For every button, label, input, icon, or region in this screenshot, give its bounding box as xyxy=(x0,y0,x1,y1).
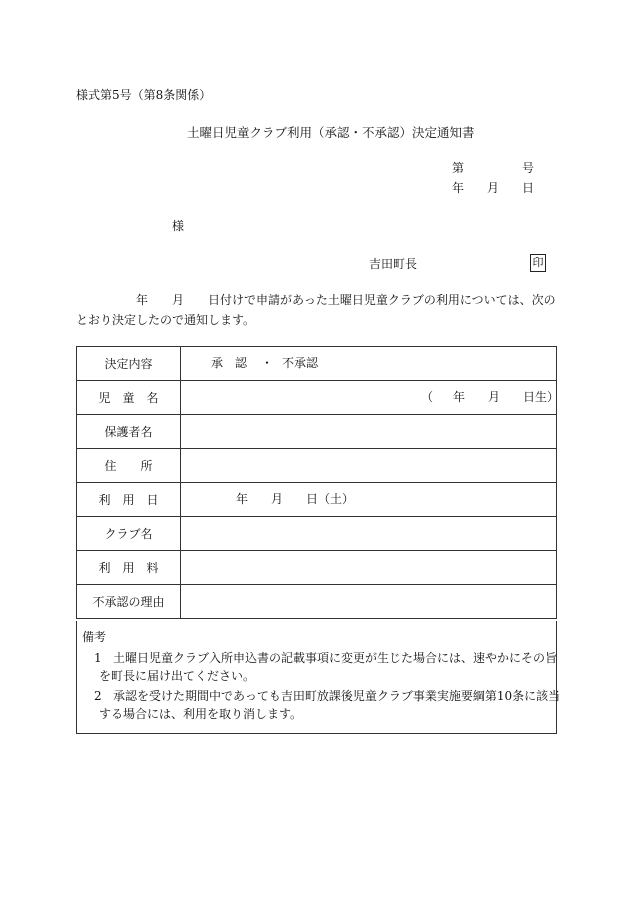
intro-line1: 日付けで申請があった土曜日児童クラブの利用については、次の xyxy=(208,293,556,307)
use-month: 月 xyxy=(271,492,284,506)
intro-month: 月 xyxy=(172,293,185,307)
notes-heading: 備考 xyxy=(82,630,107,644)
doc-no-go: 号 xyxy=(522,161,535,175)
use-day: 日（土） xyxy=(306,492,355,506)
form-number: 様式第5号（第8条関係） xyxy=(76,88,212,102)
label-address: 住 所 xyxy=(77,449,181,483)
value-rejection-reason xyxy=(181,585,557,619)
addressee: 様 xyxy=(172,219,185,233)
value-club-name xyxy=(181,517,557,551)
label-decision: 決定内容 xyxy=(77,347,181,381)
decision-approve: 承 認 xyxy=(211,356,248,370)
birth-day: 日生） xyxy=(523,390,560,404)
note-2-number: 2 xyxy=(94,689,102,703)
value-decision xyxy=(181,347,557,381)
value-use-date xyxy=(181,483,557,517)
value-address xyxy=(181,449,557,483)
notification-table xyxy=(76,346,560,619)
doc-no-dai: 第 xyxy=(452,161,465,175)
table-row xyxy=(77,517,557,551)
date-month: 月 xyxy=(487,181,500,195)
date-year: 年 xyxy=(452,181,465,195)
value-child-name xyxy=(181,381,560,415)
issuer: 吉田町長 xyxy=(369,257,418,271)
table-row xyxy=(77,347,557,381)
table-row xyxy=(77,551,557,585)
note-1-line2: を町長に届け出てください。 xyxy=(99,669,256,683)
notes-box xyxy=(76,621,561,734)
birth-year: 年 xyxy=(453,390,466,404)
label-club-name: クラブ名 xyxy=(77,517,181,551)
table-row xyxy=(77,449,557,483)
value-guardian xyxy=(181,415,557,449)
table-row xyxy=(77,483,557,517)
table-row xyxy=(77,585,557,619)
note-1-line1: 土曜日児童クラブ入所申込書の記載事項に変更が生じた場合には、速やかにその旨 xyxy=(113,651,558,665)
label-rejection-reason: 不承認の理由 xyxy=(77,585,181,619)
table-row xyxy=(77,381,557,415)
document-title: 土曜日児童クラブ利用（承認・不承認）決定通知書 xyxy=(187,125,475,140)
value-fee xyxy=(181,551,557,585)
use-year: 年 xyxy=(236,492,249,506)
label-guardian: 保護者名 xyxy=(77,415,181,449)
decision-reject: 不承認 xyxy=(282,356,319,370)
date-day: 日 xyxy=(522,181,535,195)
intro-year: 年 xyxy=(136,293,149,307)
decision-dot: ・ xyxy=(261,356,274,370)
note-1-number: 1 xyxy=(94,651,102,665)
note-2-line2: する場合には、利用を取り消します。 xyxy=(99,707,303,721)
seal-stamp: 印 xyxy=(530,254,546,272)
table-row xyxy=(77,415,557,449)
label-child-name: 児 童 名 xyxy=(77,381,181,415)
label-use-date: 利 用 日 xyxy=(77,483,181,517)
label-fee: 利 用 料 xyxy=(77,551,181,585)
birth-open: （ xyxy=(421,390,434,404)
birth-month: 月 xyxy=(488,390,501,404)
note-2-line1: 承認を受けた期間中であっても吉田町放課後児童クラブ事業実施要綱第10条に該当 xyxy=(113,689,561,703)
intro-line2: とおり決定したので通知します。 xyxy=(76,313,256,327)
